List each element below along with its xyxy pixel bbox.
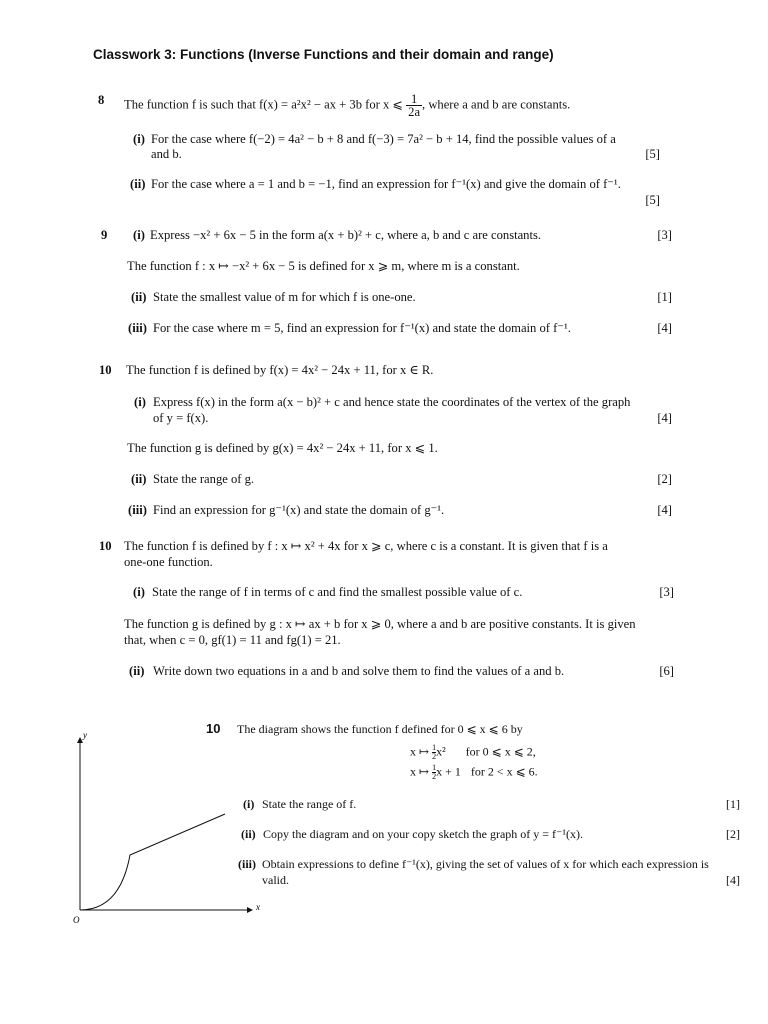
function-graph (60, 728, 270, 938)
marks: [2] (726, 827, 740, 841)
expression: x² (436, 744, 446, 759)
page-title: Classwork 3: Functions (Inverse Functions and their domain and range) (93, 47, 554, 62)
part-text: State the range of f. (262, 797, 357, 811)
marks: [3] (659, 585, 674, 599)
part-label: (ii) (129, 664, 145, 678)
part-text: Find an expression for g⁻¹(x) and state the domain of g⁻¹. (153, 503, 445, 517)
stem-text-after: , where a and b are constants. (422, 97, 571, 112)
part-text: For the case where m = 5, find an expression for f⁻¹(x) and state the domain of f⁻¹. (153, 321, 571, 335)
question-number: 8 (98, 93, 105, 107)
part-text: Copy the diagram and on your copy sketch the graph of y = f⁻¹(x). (263, 827, 583, 841)
question-number: 10 (206, 721, 221, 736)
question-stem: The function f is defined by f : x ↦ x² + 4x for x ⩾ c, where c is a constant. It is given that f is a (124, 539, 608, 553)
question-stem: The function f is defined by f(x) = 4x² − 24x + 11, for x ∈ R. (126, 363, 434, 377)
question-stem: The function g is defined by g : x ↦ ax + b for x ⩾ 0, where a and b are positive constants. It is given (124, 617, 636, 631)
fraction (406, 93, 422, 118)
marks: [4] (657, 411, 672, 425)
fraction-denominator: 2 (432, 752, 437, 761)
expression: x + 1 (436, 764, 461, 779)
question-number: 10 (99, 363, 112, 377)
part-text: For the case where a = 1 and b = −1, find an expression for f⁻¹(x) and give the domain of f⁻¹. (151, 177, 621, 191)
part-label: (i) (134, 395, 146, 409)
marks: [5] (645, 147, 660, 161)
part-label: (ii) (131, 472, 147, 486)
part-label: (i) (133, 132, 145, 146)
part-label: (ii) (131, 290, 147, 304)
x-axis-label: x (256, 902, 260, 912)
part-text: State the range of g. (153, 472, 255, 486)
function-definition-1 (410, 744, 536, 761)
part-label: (iii) (238, 857, 256, 871)
marks: [2] (657, 472, 672, 486)
domain: for 0 ⩽ x ⩽ 2, (465, 744, 536, 759)
marks: [4] (657, 321, 672, 335)
mapping-symbol: x ↦ (410, 744, 430, 759)
question-stem: that, when c = 0, gf(1) = 11 and fg(1) = 21. (124, 633, 341, 647)
domain: for 2 < x ⩽ 6. (470, 764, 538, 779)
part-text: State the range of f in terms of c and find the smallest possible value of c. (152, 585, 523, 599)
part-text: Express f(x) in the form a(x − b)² + c and hence state the coordinates of the vertex of the graph (153, 395, 631, 409)
function-curve (80, 814, 225, 910)
marks: [1] (657, 290, 672, 304)
question-stem: The function f : x ↦ −x² + 6x − 5 is defined for x ⩾ m, where m is a constant. (127, 259, 520, 273)
part-text: and b. (151, 147, 182, 161)
part-text: For the case where f(−2) = 4a² − b + 8 and f(−3) = 7a² − b + 14, find the possible values of a (151, 132, 616, 146)
question-stem: The diagram shows the function f defined for 0 ⩽ x ⩽ 6 by (237, 722, 523, 736)
part-label: (ii) (241, 827, 256, 841)
question-stem (124, 93, 570, 118)
part-text: valid. (262, 873, 289, 887)
fraction-numerator: 1 (432, 763, 437, 772)
part-text: Write down two equations in a and b and solve them to find the values of a and b. (153, 664, 565, 678)
part-text: of y = f(x). (153, 411, 209, 425)
part-label: (iii) (128, 503, 147, 517)
fraction-numerator: 1 (432, 743, 437, 752)
function-definition-2 (410, 764, 538, 781)
marks: [4] (657, 503, 672, 517)
marks: [3] (657, 228, 672, 242)
part-label: (ii) (130, 177, 146, 191)
marks: [6] (659, 664, 674, 678)
part-text: Obtain expressions to define f⁻¹(x), giving the set of values of x for which each expression is (262, 857, 709, 871)
marks: [5] (645, 193, 660, 207)
part-text: State the smallest value of m for which f is one-one. (153, 290, 416, 304)
fraction-numerator: 1 (406, 93, 422, 106)
fraction-denominator: 2 (432, 772, 437, 781)
question-stem: The function g is defined by g(x) = 4x² − 24x + 11, for x ⩽ 1. (127, 441, 438, 455)
part-label: (i) (133, 228, 145, 242)
fraction-denominator: 2a (408, 105, 421, 119)
question-number: 10 (99, 539, 112, 553)
question-number: 9 (101, 228, 108, 242)
origin-label: O (73, 915, 80, 925)
question-stem: one-one function. (124, 555, 213, 569)
stem-text-before: The function f is such that f(x) = a²x² − ax + 3b for x ⩽ (124, 97, 403, 112)
mapping-symbol: x ↦ (410, 764, 430, 779)
y-axis-label: y (83, 730, 87, 740)
part-label: (i) (133, 585, 145, 599)
marks: [4] (726, 873, 740, 887)
marks: [1] (726, 797, 740, 811)
part-label: (i) (243, 797, 255, 811)
part-text: Express −x² + 6x − 5 in the form a(x + b)² + c, where a, b and c are constants. (150, 228, 542, 242)
part-label: (iii) (128, 321, 147, 335)
